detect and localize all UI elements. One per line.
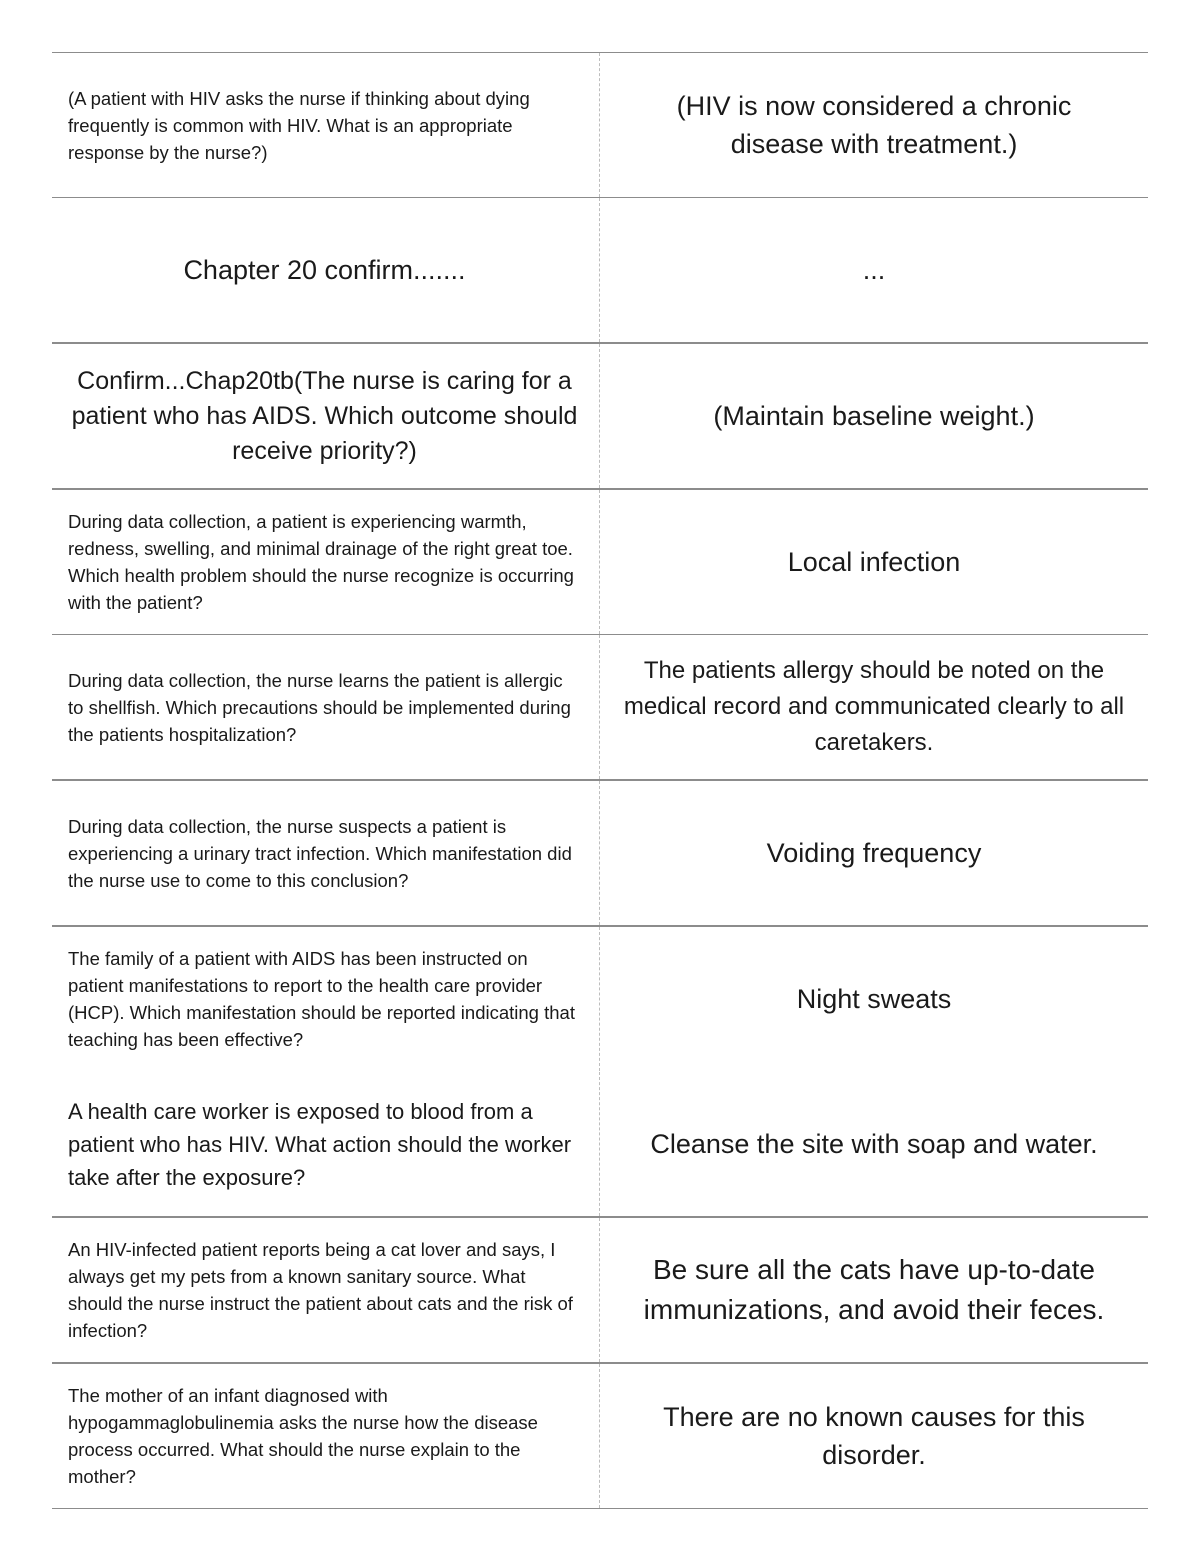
flashcard-definition: ...: [862, 255, 886, 285]
flashcard-term: A health care worker is exposed to blood from a patient who has HIV. What action should the worker take after the exposure?: [68, 1098, 572, 1190]
flashcard-term: Chapter 20 confirm.......: [183, 254, 466, 285]
flashcard-term-cell: [52, 1364, 600, 1508]
flashcard-definition: Night sweats: [796, 984, 952, 1014]
flashcard-definition-cell: [600, 927, 1148, 1071]
flashcard-term: During data collection, the nurse learns the patient is allergic to shellfish. Which precautions should be implemented during the patients hospitalization?: [68, 669, 571, 745]
flashcard-term-cell: [52, 53, 600, 197]
flashcard-definition-cell: [600, 53, 1148, 197]
flashcard-row: [52, 1362, 1148, 1509]
flashcard-row: [52, 634, 1148, 779]
flashcard-definition-cell: [600, 490, 1148, 634]
flashcard-term-cell: [52, 490, 600, 634]
flashcard-term: The mother of an infant diagnosed with hypogammaglobulinemia asks the nurse how the disease process occurred. What should the nurse explain to the mother?: [68, 1385, 538, 1487]
flashcard-definition-cell: [600, 635, 1148, 779]
flashcard-term-cell: [52, 927, 600, 1071]
flashcard-definition-cell: [600, 344, 1148, 488]
flashcard-row: [52, 197, 1148, 342]
flashcard-row: [52, 52, 1148, 197]
flashcard-term: An HIV-infected patient reports being a cat lover and says, I always get my pets from a known sanitary source. What should the nurse instruct the patient about cats and the risk of infection?: [68, 1239, 573, 1341]
flashcard-definition: Local infection: [787, 547, 961, 577]
flashcard-term: During data collection, a patient is experiencing warmth, redness, swelling, and minimal drainage of the right great toe. Which health problem should the nurse recognize is occurring with the patient?: [68, 511, 574, 613]
flashcard-definition: (Maintain baseline weight.): [713, 401, 1035, 431]
flashcard-term: (A patient with HIV asks the nurse if thinking about dying frequently is common with HIV. What is an appropriate response by the nurse?): [68, 87, 530, 163]
flashcard-definition: Voiding frequency: [766, 838, 982, 868]
flashcard-definition: The patients allergy should be noted on the medical record and communicated clearly to all caretakers.: [623, 657, 1125, 756]
flashcard-term-cell: [52, 198, 600, 342]
flashcard-term-cell: [52, 1218, 600, 1362]
flashcard-definition: (HIV is now considered a chronic disease with treatment.): [676, 91, 1072, 159]
flashcard-definition-cell: [600, 781, 1148, 925]
flashcard-term-cell: [52, 344, 600, 488]
flashcard-row: [52, 1216, 1148, 1362]
flashcard-row: [52, 1071, 1148, 1216]
flashcard-term: During data collection, the nurse suspects a patient is experiencing a urinary tract infection. Which manifestation did the nurse use to come to this conclusion?: [68, 815, 572, 891]
flashcard-definition-cell: [600, 1218, 1148, 1362]
flashcard-row: [52, 925, 1148, 1071]
flashcard-definition: Be sure all the cats have up-to-date immunizations, and avoid their feces.: [643, 1254, 1105, 1325]
flashcard-term: The family of a patient with AIDS has been instructed on patient manifestations to report to the health care provider (HCP). Which manifestation should be reported indicating that teaching has been effective?: [68, 948, 575, 1050]
flashcard-sheet: [52, 52, 1148, 1509]
flashcard-definition-cell: [600, 1364, 1148, 1508]
flashcard-term-cell: [52, 1072, 600, 1216]
flashcard-definition: There are no known causes for this disorder.: [663, 1402, 1085, 1470]
flashcard-row: [52, 488, 1148, 634]
flashcard-definition-cell: [600, 198, 1148, 342]
flashcard-definition-cell: [600, 1072, 1148, 1216]
flashcard-row: [52, 779, 1148, 925]
flashcard-term-cell: [52, 781, 600, 925]
flashcard-definition: Cleanse the site with soap and water.: [650, 1129, 1098, 1159]
flashcard-term: Confirm...Chap20tb(The nurse is caring for a patient who has AIDS. Which outcome should receive priority?): [71, 366, 578, 465]
flashcard-term-cell: [52, 635, 600, 779]
flashcard-row: [52, 342, 1148, 488]
